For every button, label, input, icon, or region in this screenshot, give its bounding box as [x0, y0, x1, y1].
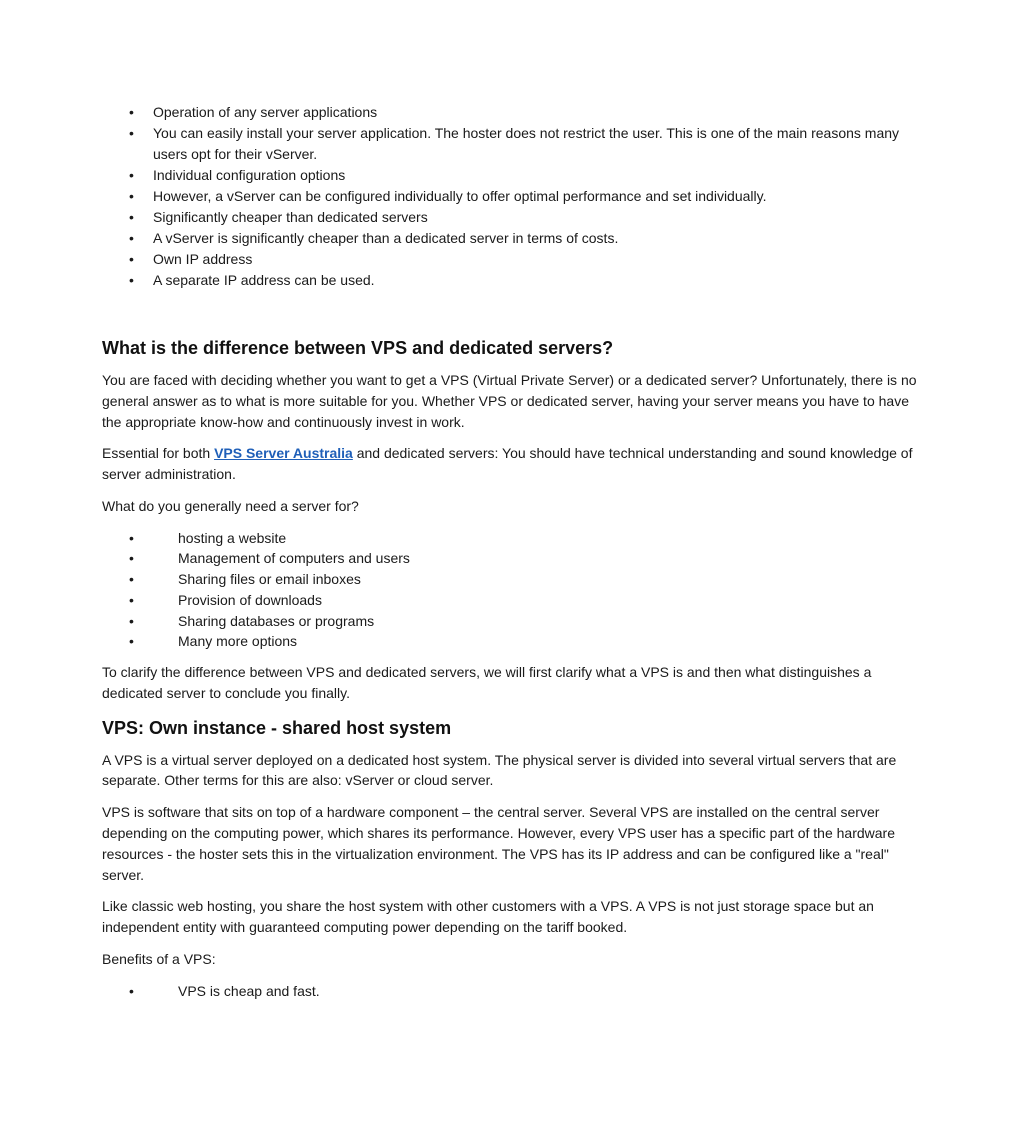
bullet-icon: •: [129, 591, 134, 608]
paragraph-with-link: Essential for both VPS Server Australia and dedicated servers: You should have technical understanding and sound knowledge of server administration.: [102, 445, 913, 483]
list-item: • However, a vServer can be configured individually to offer optimal performance and set individually.: [102, 186, 928, 207]
paragraph: What do you generally need a server for?: [102, 497, 359, 514]
paragraph: A VPS is a virtual server deployed on a dedicated host system. The physical server is divided into several virtual servers that are separate. Other terms for this are also: vServer or cloud server.: [102, 751, 897, 789]
server-needs-list: [102, 528, 928, 652]
bullet-icon: •: [129, 633, 134, 650]
list-item: • Significantly cheaper than dedicated servers: [102, 207, 928, 228]
vps-benefits-list: [102, 981, 928, 1002]
bullet-icon: •: [129, 209, 134, 225]
paragraph: VPS is software that sits on top of a hardware component – the central server. Several VPS are installed on the central server depending on the computing power, which shares its performance. However, every VPS user has a specific part of the hardware resources - the hoster sets this in the virtualization environment. The VPS has its IP address and can be configured like a "real" server.: [102, 804, 895, 883]
bullet-icon: •: [129, 251, 134, 267]
bullet-icon: •: [129, 550, 134, 567]
features-list: [102, 102, 928, 291]
paragraph: To clarify the difference between VPS and dedicated servers, we will first clarify what a VPS is and then what distinguishes a dedicated server to conclude you finally.: [102, 664, 872, 701]
list-item: • Sharing databases or programs: [102, 611, 928, 632]
list-item: • Sharing files or email inboxes: [102, 569, 928, 590]
paragraph: Like classic web hosting, you share the host system with other customers with a VPS. A VPS is not just storage space but an independent entity with guaranteed computing power depending on the tariff booked.: [102, 898, 874, 936]
list-item: • Operation of any server applications: [102, 102, 928, 123]
bullet-icon: •: [129, 529, 134, 546]
list-item: • Many more options: [102, 631, 928, 652]
list-item: • Individual configuration options: [102, 165, 928, 186]
paragraph: You are faced with deciding whether you want to get a VPS (Virtual Private Server) or a dedicated server? Unfortunately, there is no general answer as to what is more suitable for you. Whether VPS or dedicated server, having your server means you have to have the appropriate know-how and continuously invest in work.: [102, 372, 917, 430]
bullet-icon: •: [129, 167, 134, 183]
bullet-icon: •: [129, 104, 134, 120]
list-item: • Provision of downloads: [102, 590, 928, 611]
list-item: • You can easily install your server application. The hoster does not restrict the user. This is one of the main reasons many users opt for their vServer.: [129, 125, 900, 162]
bullet-icon: •: [129, 230, 134, 246]
bullet-icon: •: [129, 125, 134, 141]
bullet-icon: •: [129, 272, 134, 288]
list-item: • A separate IP address can be used.: [102, 270, 928, 291]
paragraph: Benefits of a VPS:: [102, 950, 216, 967]
bullet-icon: •: [129, 571, 134, 588]
list-item: • A vServer is significantly cheaper than a dedicated server in terms of costs.: [102, 228, 928, 249]
section-heading-vps: VPS: Own instance - shared host system: [102, 717, 452, 738]
bullet-icon: •: [129, 188, 134, 204]
list-item: • hosting a website: [102, 528, 928, 549]
bullet-icon: •: [129, 612, 134, 629]
section-heading-difference: What is the difference between VPS and dedicated servers?: [102, 338, 614, 358]
vps-server-australia-link[interactable]: VPS Server Australia: [214, 445, 353, 462]
bullet-icon: •: [129, 982, 134, 999]
list-item: • Own IP address: [102, 249, 928, 270]
list-item: • VPS is cheap and fast.: [102, 981, 928, 1002]
document-content: [102, 102, 928, 1011]
list-item: • Management of computers and users: [102, 548, 928, 569]
